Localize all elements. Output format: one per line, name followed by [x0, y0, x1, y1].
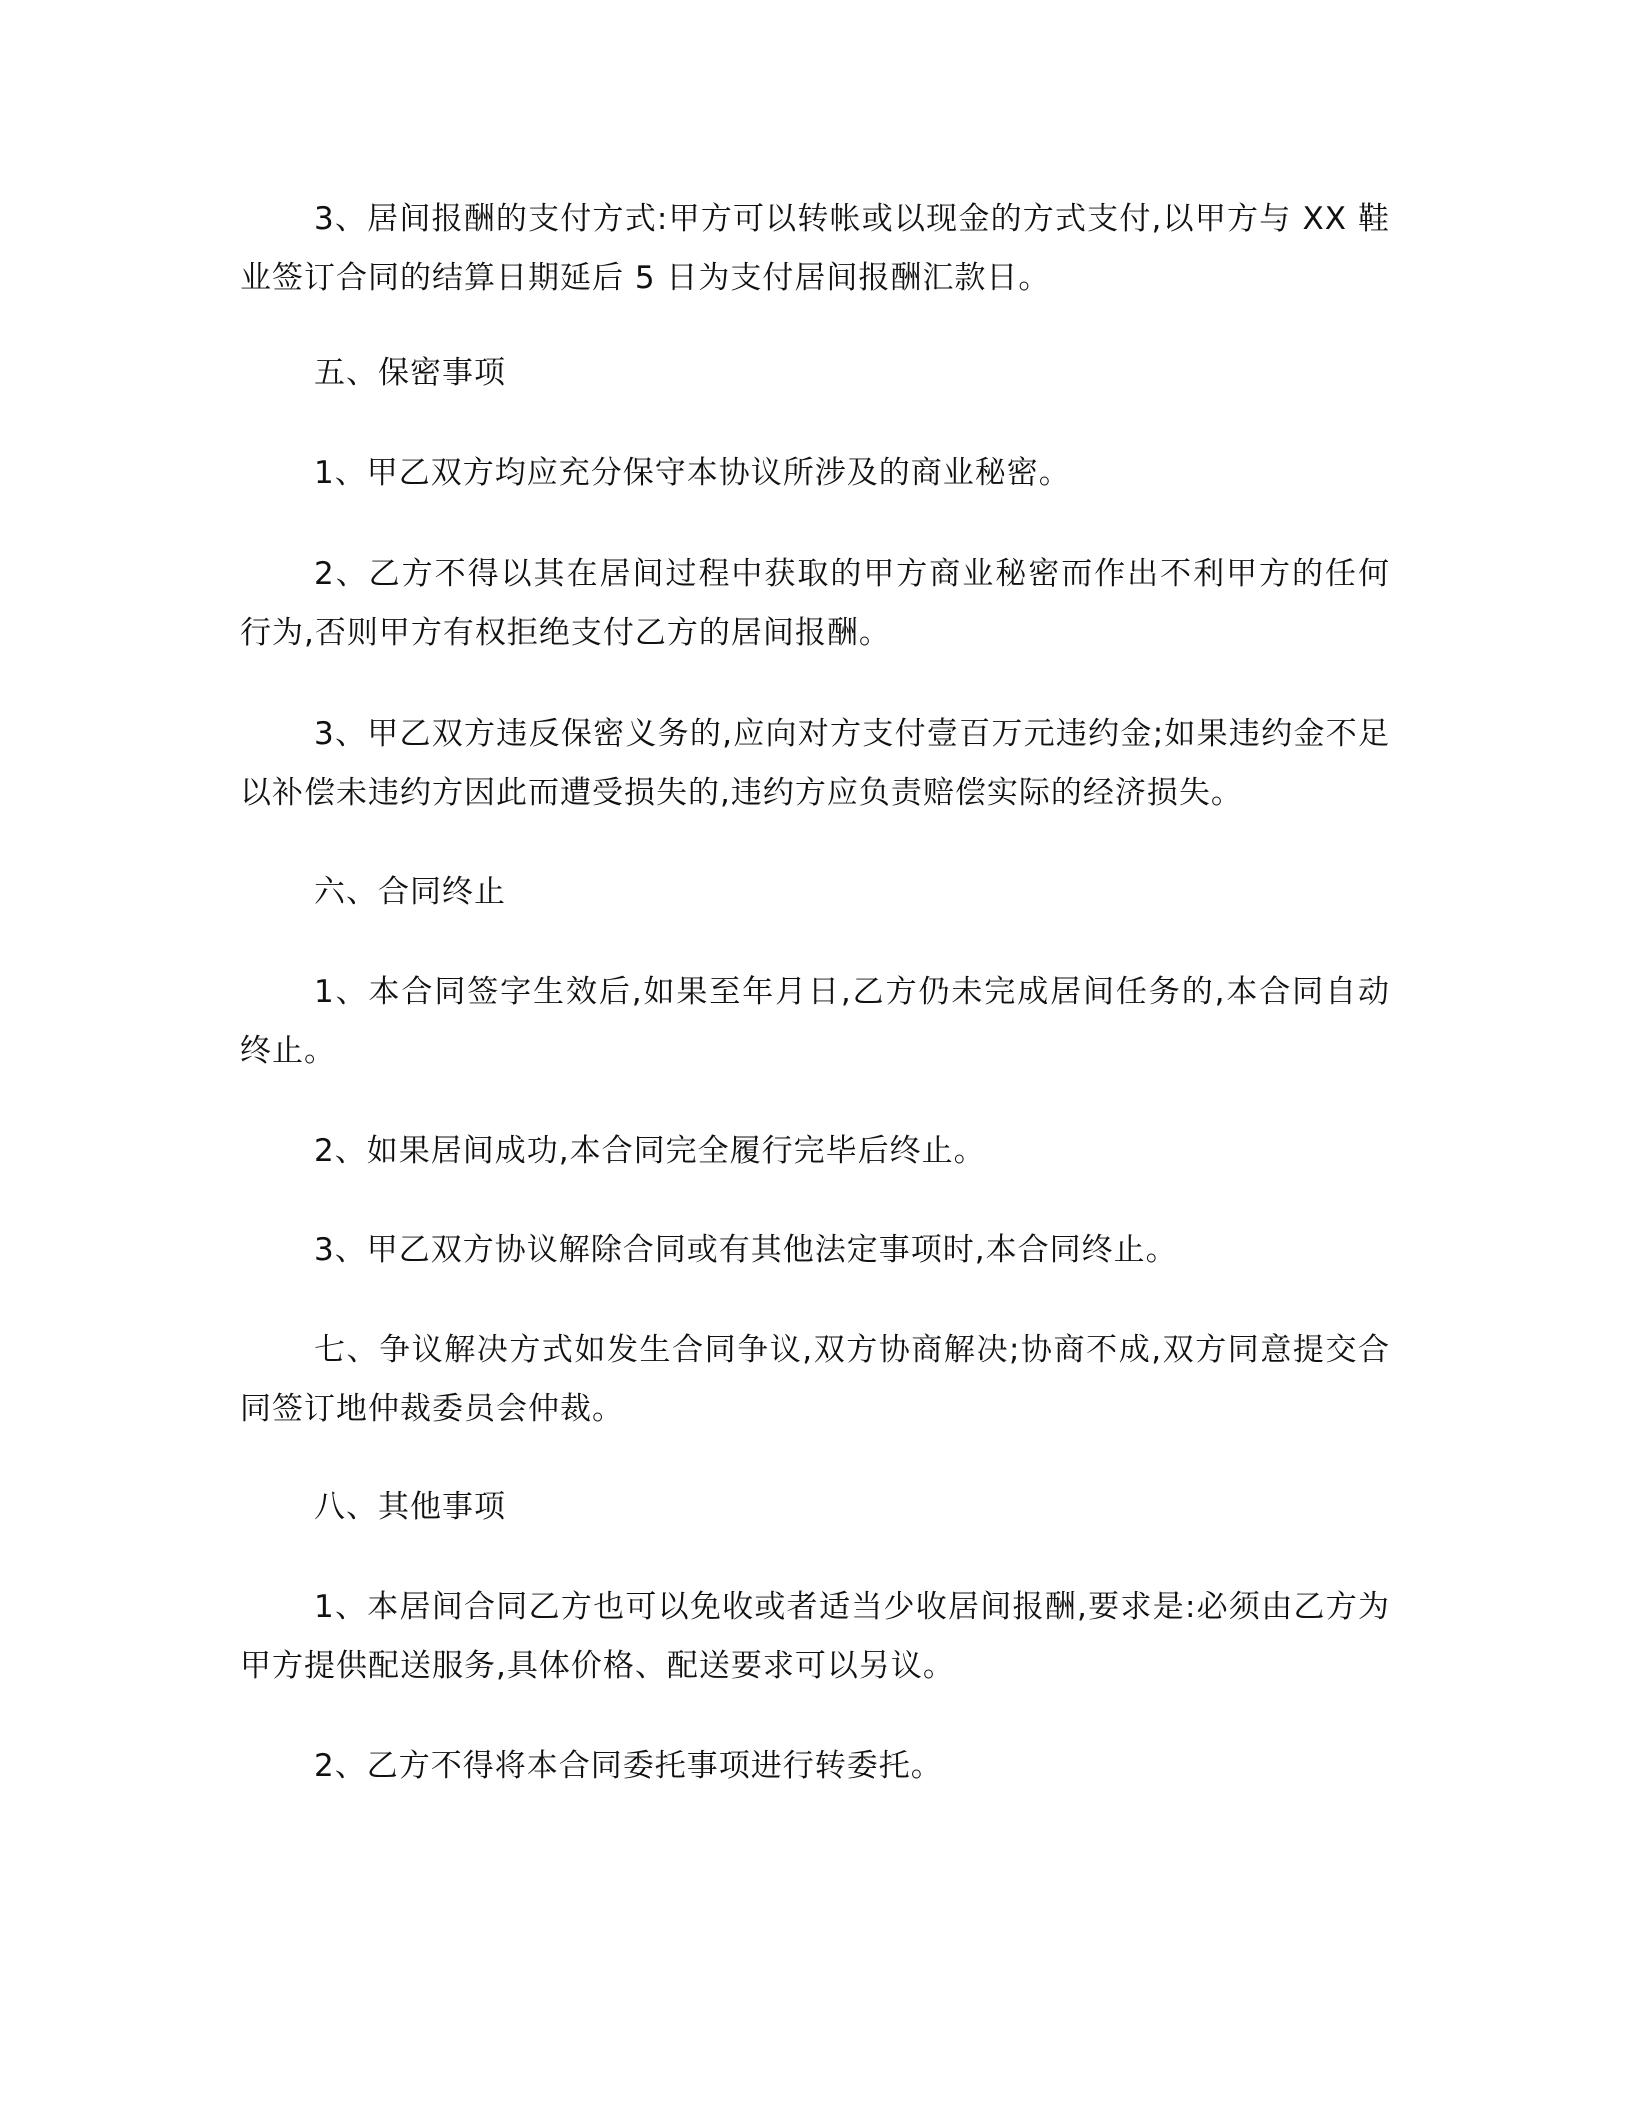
paragraph-termination-2: 2、如果居间成功,本合同完全履行完毕后终止。: [314, 1133, 986, 1169]
paragraph-confidentiality-1: 1、甲乙双方均应充分保守本协议所涉及的商业秘密。: [314, 455, 1071, 491]
paragraph-confidentiality-2: 2、乙方不得以其在居间过程中获取的甲方商业秘密而作出不利甲方的任何行为,否则甲方有权拒绝支付乙方的居间报酬。: [240, 556, 1390, 651]
paragraph-payment-method: 3、居间报酬的支付方式:甲方可以转帐或以现金的方式支付,以甲方与 XX 鞋业签订合同的结算日期延后 5 日为支付居间报酬汇款日。: [240, 201, 1390, 296]
paragraph-other-2: 2、乙方不得将本合同委托事项进行转委托。: [314, 1748, 943, 1784]
section-heading-other-matters: 八、其他事项: [314, 1489, 506, 1525]
paragraph-termination-3: 3、甲乙双方协议解除合同或有其他法定事项时,本合同终止。: [314, 1232, 1178, 1268]
paragraph-confidentiality-3: 3、甲乙双方违反保密义务的,应向对方支付壹百万元违约金;如果违约金不足以补偿未违约方因此而遭受损失的,违约方应负责赔偿实际的经济损失。: [240, 716, 1390, 811]
section-heading-termination: 六、合同终止: [314, 874, 506, 910]
paragraph-other-1: 1、本居间合同乙方也可以免收或者适当少收居间报酬,要求是:必须由乙方为甲方提供配送服务,具体价格、配送要求可以另议。: [240, 1589, 1390, 1684]
section-heading-confidentiality: 五、保密事项: [314, 355, 506, 391]
paragraph-dispute-resolution: 七、争议解决方式如发生合同争议,双方协商解决;协商不成,双方同意提交合同签订地仲裁委员会仲裁。: [240, 1332, 1390, 1427]
paragraph-termination-1: 1、本合同签字生效后,如果至年月日,乙方仍未完成居间任务的,本合同自动终止。: [240, 974, 1390, 1069]
